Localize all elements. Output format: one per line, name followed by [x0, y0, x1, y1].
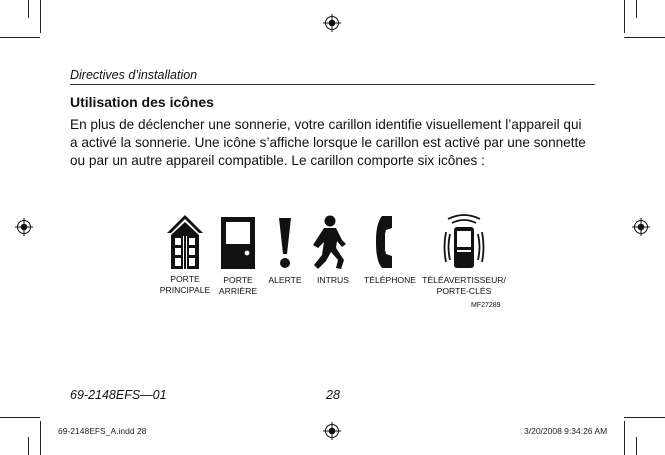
footer-page-number: 28 [326, 388, 340, 402]
icon-label-line: TÉLÉAVERTISSEUR/ [422, 275, 506, 285]
body-paragraph [70, 116, 600, 170]
registration-mark-left-icon [15, 218, 33, 236]
icon-label-pager-keychain [422, 275, 506, 297]
telephone-icon [374, 215, 398, 269]
icon-label-line: PORTE-CLÉS [436, 286, 492, 296]
front-door-icon [166, 214, 204, 270]
running-header: Directives d’installation [70, 68, 198, 82]
icon-label-alert [268, 275, 301, 286]
header-rule [70, 84, 595, 85]
icon-label-line: INTRUS [317, 275, 349, 285]
body-line: a activé la sonnerie. Une icône s’affiche lorsque le carillon est activé par une sonnette [70, 135, 586, 150]
section-title: Utilisation des icônes [70, 94, 214, 110]
icon-label-telephone [364, 275, 416, 286]
slug-file: 69-2148EFS_A.indd 28 [58, 426, 147, 436]
pager-keychain-icon [442, 212, 486, 270]
icon-label-line: PORTE [223, 275, 253, 285]
icon-label-line: PRINCIPALE [159, 285, 211, 295]
registration-mark-right-icon [632, 218, 650, 236]
registration-mark-top-icon [323, 14, 341, 32]
icon-label-line: ALERTE [268, 275, 302, 285]
icon-label-line: PORTE [170, 274, 200, 284]
icon-label-line: ARRIÈRE [218, 286, 258, 296]
icon-label-line: TÉLÉPHONE [363, 275, 417, 285]
footer-doc-number: 69-2148EFS—01 [70, 388, 167, 402]
body-line: En plus de déclencher une sonnerie, votre carillon identifie visuellement l’appareil qui [70, 117, 582, 132]
intruder-icon [308, 214, 350, 270]
icon-label-intruder [317, 275, 349, 286]
alert-icon [276, 216, 294, 270]
icon-label-back-door [219, 275, 257, 297]
registration-mark-bottom-icon [323, 422, 341, 440]
slug-timestamp: 3/20/2008 9:34:26 AM [524, 426, 608, 436]
back-door-icon [220, 216, 256, 270]
icon-label-front-door [160, 274, 210, 296]
figure-code: MF27289 [471, 302, 501, 309]
body-line: ou par un autre appareil compatible. Le carillon comporte six icônes : [70, 153, 485, 168]
